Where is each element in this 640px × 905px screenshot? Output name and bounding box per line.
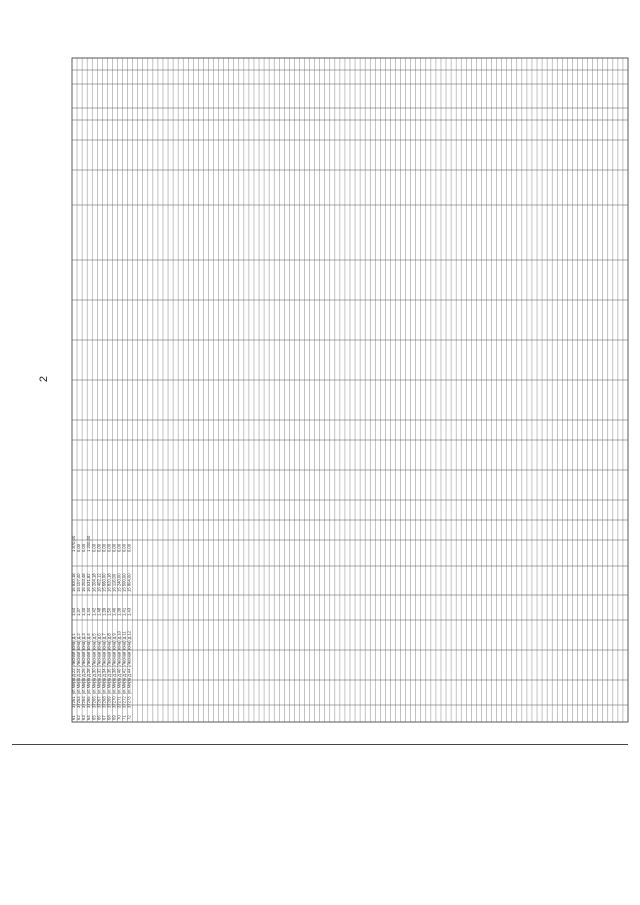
table-cell: 1,38 (116, 607, 122, 616)
table-cell: 0,00 (81, 543, 87, 552)
table-cell: 1,37 (76, 607, 82, 616)
table-cell: 37266 (91, 696, 97, 708)
table-cell: 69 (111, 715, 117, 720)
table-cell: ул.Мира д.24 (Лесная зона) д.2 (76, 633, 82, 694)
table-cell: 1,39 (101, 607, 107, 616)
table-cell: 16 820,18 (71, 573, 77, 592)
table-cell: 1,43 (126, 607, 132, 616)
table-cell: 1,46 (111, 607, 117, 616)
table-cell: 37264 (81, 696, 87, 708)
table-cell: 63 (81, 715, 87, 720)
table-cell: 37268 (101, 696, 107, 708)
table-cell: 70 (116, 715, 122, 720)
table-cell: 1,42 (91, 607, 97, 616)
table-cell: 0,00 (101, 543, 107, 552)
table-cell: 37271 (116, 696, 122, 708)
table-cell: ул.Мира д.32 (Лесная зона) д.6 (96, 633, 102, 694)
table-cell: ул.Мира д.34 (Лесная зона) д.7 (101, 633, 107, 694)
table-cell: 15 660,00 (101, 573, 107, 592)
page-number: 2 (38, 375, 50, 383)
table-cell: 1,54 (71, 607, 77, 616)
table-cell: ул.Мира д.26 (Лесная зона) д.3 (81, 633, 87, 694)
table-cell: ул.Мира д.42 (Лесная зона) д.11 (121, 631, 127, 694)
table-cell: 37267 (96, 696, 102, 708)
table-cell: ул.Мира д.44 (Лесная зона) д.12 (126, 631, 132, 694)
table-cell: ул.Мира д.40 (Лесная зона) д.10 (116, 631, 122, 694)
table-cell: 16 204,18 (91, 573, 97, 592)
table-cell: 37270 (111, 696, 117, 708)
table-cell: 0,00 (76, 543, 82, 552)
table-cell: 0,00 (91, 543, 97, 552)
table-cell: 16 402,12 (96, 573, 102, 592)
table-cell: ул.Мира д.30 (Лесная зона) д.5 (91, 633, 97, 694)
table-cell: 37269 (106, 696, 112, 708)
table-cell: 0,00 (126, 543, 132, 552)
table-cell: 61 (71, 715, 77, 720)
table-cell: 66 (96, 715, 102, 720)
table-cell: 37273 (126, 696, 132, 708)
table-cell: 16 531,82 (86, 573, 92, 592)
table-cell: 0,00 (111, 543, 117, 552)
table-cell: 68 (106, 715, 112, 720)
table-cell: 1,50 (106, 607, 112, 616)
table-cell: 37261 (71, 696, 77, 708)
table-cell: 1,44 (86, 607, 92, 616)
table-cell: 1,40 (81, 607, 87, 616)
table-cell: 37272 (121, 696, 127, 708)
table-cell: 1 200,00 (86, 535, 92, 552)
table-cell: 72 (126, 715, 132, 720)
table-cell: 15 240,00 (116, 573, 122, 592)
table-cell: 1,41 (121, 607, 127, 616)
table-cell: ул.Мира д.38 (Лесная зона) д.9 (111, 633, 117, 694)
table-cell: ул.Мира д.36 (Лесная зона) д.8 (106, 633, 112, 694)
table-cell: 16 820,18 (106, 573, 112, 592)
table-cell: 1 870,00 (71, 535, 77, 552)
table-cell: 64 (86, 715, 92, 720)
table-cell: 62 (76, 715, 82, 720)
table-cell: 71 (121, 715, 127, 720)
table-cell: 0,00 (121, 543, 127, 552)
table-cell: 15 107,40 (76, 573, 82, 592)
table-cell: 15 500,00 (121, 573, 127, 592)
table-cell: 0,00 (96, 543, 102, 552)
table-cell: 37263 (76, 696, 82, 708)
table-cell: 15 804,00 (126, 573, 132, 592)
table-cell: 1,48 (96, 607, 102, 616)
table-cell: 65 (91, 715, 97, 720)
table-cell: ул.Мира д.22 (Лесная зона) д.1 (71, 633, 77, 694)
table-cell: 16 203,48 (81, 573, 87, 592)
table-cell: 37265 (86, 696, 92, 708)
table-cell: 0,00 (106, 543, 112, 552)
bottom-rule (12, 744, 628, 745)
table-cell: 16 110,00 (111, 573, 117, 592)
table-cell: 0,00 (116, 543, 122, 552)
table-cell: ул.Мира д.28 (Лесная зона) д.4 (86, 633, 92, 694)
table-cell: 67 (101, 715, 107, 720)
